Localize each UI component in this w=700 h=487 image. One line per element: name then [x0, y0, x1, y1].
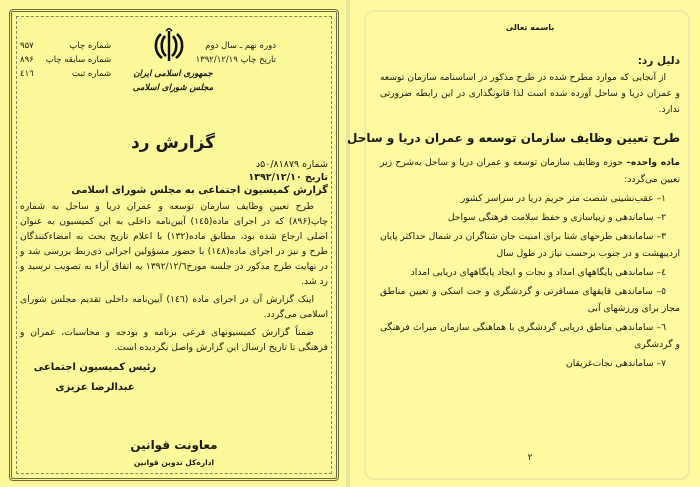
- report-body: [20, 158, 328, 476]
- item-5: ٥– ساماندهی قایقهای مسافرتی و گردشگری و جت اسکی و تعیین مناطق مجاز برای ورزشهای آبی: [380, 286, 680, 314]
- report-date: تاریخ ۱۳۹۲/۱۲/۱۰: [248, 172, 328, 183]
- previous-print-label: شماره سابقه چاپ: [45, 55, 112, 65]
- print-number-row: [20, 40, 111, 54]
- print-number-label: شماره چاپ: [69, 41, 112, 51]
- invocation: باسمه تعالی: [505, 23, 555, 32]
- bill-body: [347, 22, 680, 472]
- iran-emblem-icon: [152, 28, 186, 64]
- article: [380, 154, 680, 188]
- item-4: ٤– ساماندهی پایگاههای امداد و نجات و ایجاد پایگاههای دریایی امداد: [410, 267, 666, 278]
- bill-title: طرح تعیین وظایف سازمان توسعه و عمران دریا و ساحل: [347, 131, 680, 145]
- print-info-table: [20, 40, 111, 82]
- item-6: ٦– ساماندهی مناطق دریایی گردشگری با هماهنگی سازمان میراث فرهنگی و گردشگری: [380, 322, 680, 350]
- article-label: ماده واحده–: [626, 157, 680, 168]
- registration-row: [20, 68, 111, 82]
- item-7: ۷– ساماندهی نجات‌غریقان: [565, 358, 666, 369]
- item-2: ۲– ساماندهی و زیباسازی و حفظ سلامت فرهنگی سواحل: [447, 212, 666, 223]
- paragraph-3: ضمناً گزارش کمیسیونهای فرعی برنامه و بودجه و محاسبات، عمران و فرهنگی تا تاریخ ارسال این گزارش واصل نگردیده است.: [20, 327, 328, 353]
- print-number-value: ۹۵۷: [20, 41, 34, 51]
- previous-print-row: [20, 54, 111, 68]
- footer-block: [20, 437, 328, 476]
- right-page: [347, 0, 700, 487]
- signature-name: عبدالرضا عزیزی: [55, 382, 135, 393]
- registration-value: ٤١٦: [20, 69, 34, 79]
- article-text: حوزه وظایف سازمان توسعه و عمران دریا و ساحل به‌شرح زیر تعیین می‌گردد:: [380, 157, 680, 185]
- signature-block: [20, 361, 170, 395]
- item-1: ۱– عقب‌نشینی شصت متر حریم دریا در سراسر کشور: [460, 193, 666, 204]
- paragraph-2: اینک گزارش آن در اجرای ماده (١٤٦) آیین‌نامه داخلی تقدیم مجلس شورای اسلامی می‌گردد.: [20, 294, 328, 320]
- report-title: گزارش رد: [131, 133, 215, 153]
- report-number: شماره ۵۰/۸۱۸۷۹د: [255, 159, 328, 170]
- term-label: دوره نهم ـ سال دوم: [205, 41, 276, 51]
- footer-title: معاونت قوانین: [130, 438, 218, 452]
- item-3: ۳– ساماندهی طرحهای شنا برای امنیت جان شناگران در شمال حداکثر پایان اردیبهشت و در جنوب برحسب نیاز در طول سال: [380, 231, 680, 259]
- emblem-text-1: جمهوری اسلامی ایران: [133, 69, 213, 79]
- reason-label: دلیل رد:: [637, 55, 680, 67]
- left-page: [0, 0, 346, 487]
- print-date: تاریخ چاپ ۱۳۹۲/۱۲/۱۹: [195, 55, 276, 65]
- paragraph-1: طرح تعیین وظایف سازمان توسعه و عمران دریا و ساحل به شماره چاپ(۸۹۶) که در اجرای ماده(١٤٥) آیین‌نامه داخلی به این کمیسیون به عنوان اصلی ارجاع شده بود، مطابق ماده(۱۳۲) با اعلام تاریخ بحث به امضاءکنندگان طرح و نیز در اجرای ماده(١٤٨) با حضور مسؤولین اجرائی ذی‌ربط بررسی شد و در نهایت طرح مذکور در جلسه مورخ۱۳۹۲/۱۲/٦ به اتفاق آراء به تصویب نرسید و رد شد.: [20, 201, 328, 287]
- footer-subtitle: اداره‌کل تدوین قوانین: [133, 458, 215, 467]
- registration-label: شماره ثبت: [71, 69, 112, 79]
- emblem-text-2: مجلس شورای اسلامی: [132, 83, 214, 93]
- page-number: ۲: [527, 453, 533, 463]
- signature-title: رئیس کمیسیون اجتماعی: [33, 362, 157, 373]
- report-heading: گزارش کمیسیون اجتماعی به مجلس شورای اسلامی: [71, 185, 328, 196]
- previous-print-value: ۸۹۶: [20, 55, 34, 65]
- reason-text: از آنجایی که موارد مطرح شده در طرح مذکور در اساسنامه سازمان توسعه و عمران دریا و ساحل آورده شده است لذا قانونگذاری در این رابطه ضرورتی ندارد.: [380, 72, 680, 115]
